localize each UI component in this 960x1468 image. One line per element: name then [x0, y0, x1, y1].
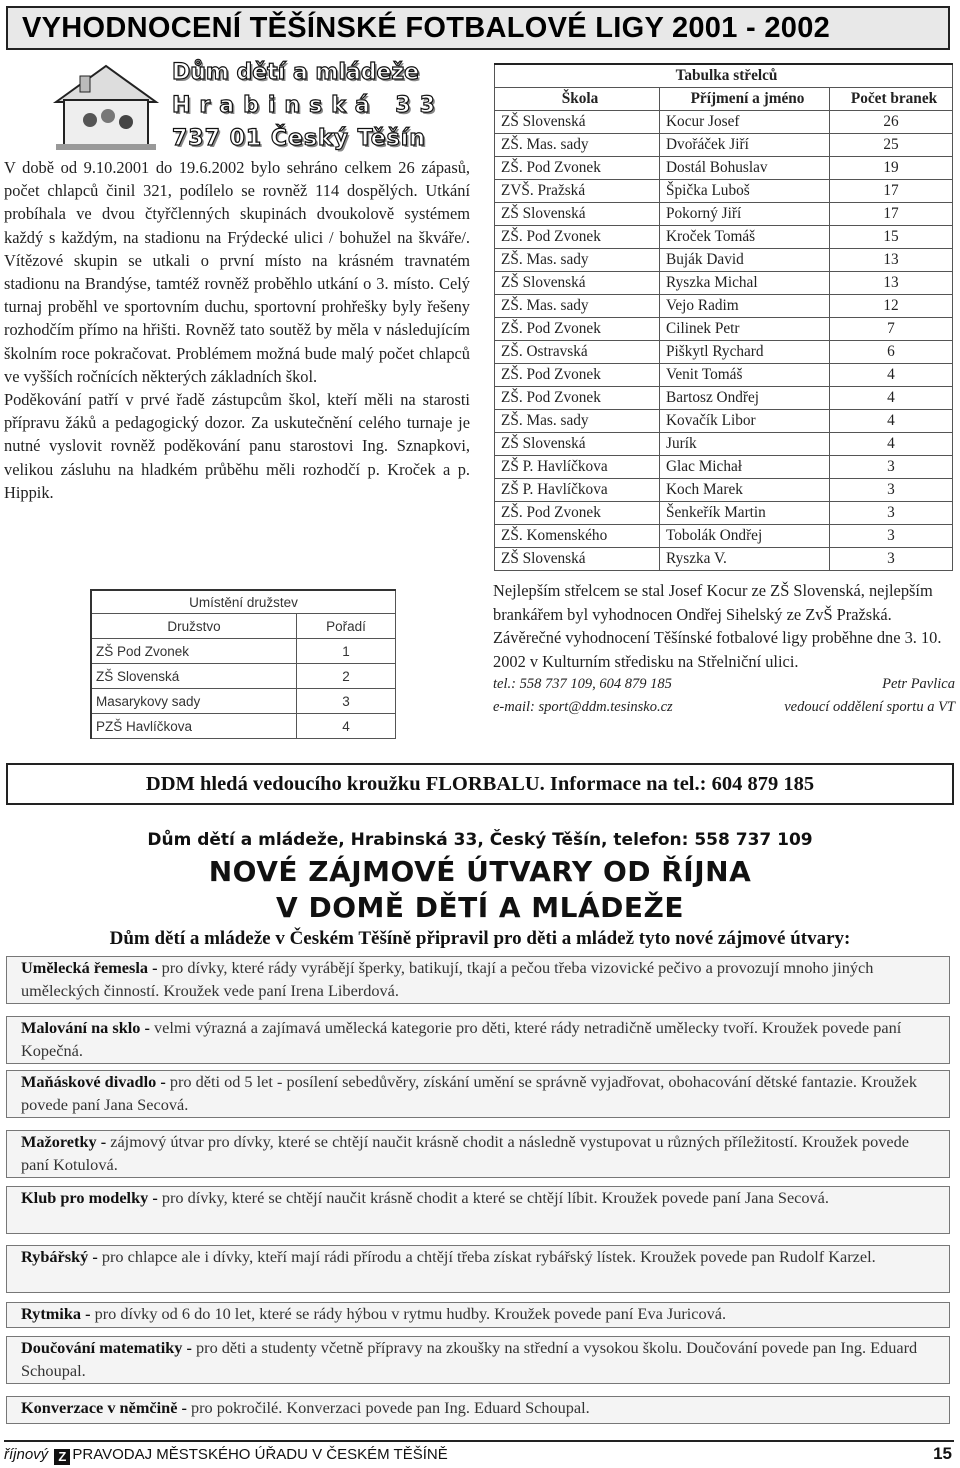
signer-name: Petr Pavlica: [882, 676, 955, 692]
club-item: [6, 1130, 950, 1178]
goals-cell: 6: [830, 341, 953, 364]
rank-cell: 4: [297, 714, 396, 739]
club-description: pro děti a studenty včetně přípravy na zkoušky na střední a vysokou školu. Doučování povede pan Ing. Eduard Schoupal.: [21, 1338, 918, 1380]
club-name: Klub pro modelky -: [21, 1188, 158, 1207]
table-row: [495, 525, 953, 548]
table-row: [91, 639, 396, 664]
school-cell: ZŠ P. Havlíčkova: [495, 479, 660, 502]
player-cell: Venit Tomáš: [660, 364, 830, 387]
page-number: 15: [933, 1444, 952, 1463]
school-cell: ZŠ. Pod Zvonek: [495, 226, 660, 249]
team-cell: PZŠ Havlíčkova: [91, 714, 297, 739]
table-row: [495, 318, 953, 341]
school-cell: ZŠ. Pod Zvonek: [495, 387, 660, 410]
player-cell: Buják David: [660, 249, 830, 272]
club-description: pro dívky, které se chtějí naučit krásně chodit a které se chtějí líbit. Kroužek povede paní Jana Secová.: [157, 1188, 829, 1207]
team-cell: ZŠ Slovenská: [91, 664, 297, 689]
table-row: [495, 456, 953, 479]
page-header: [6, 6, 950, 50]
final-evaluation-text: Závěrečné vyhodnocení Těšínské fotbalové ligy proběhne dne 3. 10. 2002 v Kulturním středisku na Střelniční ulici.: [493, 628, 942, 671]
player-cell: Dostál Bohuslav: [660, 157, 830, 180]
section-title: NOVÉ ZÁJMOVÉ ÚTVARY OD ŘÍJNA: [208, 855, 752, 888]
clubs-intro: Dům dětí a mládeže v Českém Těšíně připravil pro děti a mládež tyto nové zájmové útvary:: [109, 928, 851, 949]
intro-paragraph: Poděkování patří v prvé řadě zástupcům škol, kteří měli na starosti přípravu žáků a pedagogický dozor. Za uskutečnění celého turnaje je nutné vyslovit rovněž poděkování panu starostovi Ing. Sznapkovi, velikou zásluhu na hladkém průběhu měli rozhodčí p. Kroček a p. Hippik.: [4, 390, 470, 502]
player-cell: Tobolák Ondřej: [660, 525, 830, 548]
intro-paragraph: V době od 9.10.2001 do 19.6.2002 bylo sehráno celkem 26 zápasů, počet chlapců činil 321, podílelo se rovněž 114 dospělých. Utkání probíhala ve dvou čtyřčlenných skupinách dvoukolově systémem každý s každým, na stadionu na Frýdecké ulici / bohužel na škváře/. Vítězové skupin se utkali o první místo na krásném travnatém stadionu na Brandýse, tamtéž rovněž proběhlo utkání o 3. místo. Celý turnaj proběhl ve sportovním duchu, sportovní prohřešky byly řešeny rozhodčím přímo na hřišti. Rovněž tato soutěž by měla v následujícím školním roce pokračovat. Problémem možná bude malý počet chlapců ve vyšších ročnících některých základních škol.: [4, 158, 470, 386]
school-cell: ZŠ Slovenská: [495, 111, 660, 134]
school-cell: ZŠ. Mas. sady: [495, 134, 660, 157]
goals-cell: 3: [830, 548, 953, 571]
team-placement-table: [90, 589, 396, 739]
column-header: Škola: [495, 88, 660, 111]
table-caption: Umístění družstev: [91, 590, 396, 614]
goals-cell: 25: [830, 134, 953, 157]
player-cell: Pokorný Jiří: [660, 203, 830, 226]
table-row: [495, 479, 953, 502]
club-item: [6, 1336, 950, 1384]
table-row: [495, 111, 953, 134]
club-name: Rybářský -: [21, 1247, 98, 1266]
table-row: [495, 410, 953, 433]
school-cell: ZŠ Slovenská: [495, 548, 660, 571]
table-header-row: [495, 88, 953, 111]
club-item: [6, 1070, 950, 1118]
column-header: Počet branek: [830, 88, 953, 111]
table-row: [495, 249, 953, 272]
school-cell: ZŠ Slovenská: [495, 272, 660, 295]
player-cell: Koch Marek: [660, 479, 830, 502]
table-row: [495, 341, 953, 364]
logo-name-line: Dům dětí a mládeže: [172, 60, 420, 85]
club-item: [6, 1186, 950, 1234]
player-cell: Ryszka V.: [660, 548, 830, 571]
player-cell: Kovačík Libor: [660, 410, 830, 433]
club-name: Umělecká řemesla -: [21, 958, 158, 977]
page-footer: [4, 1440, 954, 1466]
table-row: [91, 689, 396, 714]
club-name: Mažoretky -: [21, 1132, 107, 1151]
school-cell: ZŠ Slovenská: [495, 433, 660, 456]
goals-cell: 7: [830, 318, 953, 341]
player-cell: Bartosz Ondřej: [660, 387, 830, 410]
school-cell: ZŠ. Ostravská: [495, 341, 660, 364]
club-item: [6, 1016, 950, 1064]
club-description: zájmový útvar pro dívky, které se chtějí naučit krásně chodit a následně vystupovat u různých příležitostí. Kroužek povede paní Kotulová.: [21, 1132, 909, 1174]
rank-cell: 1: [297, 639, 396, 664]
goals-cell: 13: [830, 272, 953, 295]
signer-role: vedoucí oddělení sportu a VT: [784, 699, 955, 715]
player-cell: Kocur Josef: [660, 111, 830, 134]
goals-cell: 12: [830, 295, 953, 318]
table-row: [495, 387, 953, 410]
goals-cell: 26: [830, 111, 953, 134]
publication-name: PRAVODAJ MĚSTSKÉHO ÚŘADU V ČESKÉM TĚŠÍNĚ: [72, 1446, 448, 1463]
table-row: [495, 157, 953, 180]
club-description: pro dívky od 6 do 10 let, které se rády hýbou v rytmu hudby. Kroužek povede paní Eva Juricová.: [90, 1304, 727, 1323]
table-caption: Tabulka střelců: [495, 64, 953, 88]
school-cell: ZŠ. Pod Zvonek: [495, 318, 660, 341]
club-description: pro děti od 5 let - posílení sebedůvěry, získání umění se správně vyjadřovat, obohacování dětské fantazie. Kroužek povede paní Jana Secová.: [21, 1072, 918, 1114]
player-cell: Špička Luboš: [660, 180, 830, 203]
rank-cell: 2: [297, 664, 396, 689]
school-cell: ZŠ P. Havlíčkova: [495, 456, 660, 479]
club-name: Rytmika -: [21, 1304, 91, 1323]
table-row: [495, 364, 953, 387]
summary-text: [493, 579, 955, 719]
intro-text: [4, 156, 470, 504]
ddm-house-logo: [46, 58, 166, 154]
column-header: Družstvo: [91, 614, 297, 639]
best-players-text: Nejlepším střelcem se stal Josef Kocur ze ZŠ Slovenská, nejlepším brankářem byl vyhodnocen Ondřej Sihelský ze ZvŠ Pražská.: [493, 581, 933, 624]
player-cell: Šenkeřík Martin: [660, 502, 830, 525]
table-row: [495, 203, 953, 226]
goals-cell: 19: [830, 157, 953, 180]
ddm-address: Dům dětí a mládeže, Hrabinská 33, Český Těšín, telefon: 558 737 109: [147, 830, 813, 850]
player-cell: Vejo Radim: [660, 295, 830, 318]
column-header: Pořadí: [297, 614, 396, 639]
contact-line: [493, 673, 955, 696]
table-row: [495, 180, 953, 203]
contact-line: [493, 696, 955, 719]
table-row: [495, 502, 953, 525]
club-item: [6, 1302, 950, 1328]
goals-cell: 4: [830, 433, 953, 456]
club-description: pro dívky, které rády vyrábějí šperky, batikují, tkají a pečou třeba vizovické pečivo a provozují mnoho jiných uměleckých činností. Kroužek vede paní Irena Liberdová.: [21, 958, 874, 1000]
logo-city-line: 737 01 Český Těšín: [172, 126, 426, 151]
goals-cell: 3: [830, 456, 953, 479]
table-row: [495, 272, 953, 295]
school-cell: ZŠ. Mas. sady: [495, 410, 660, 433]
club-description: pro pokročilé. Konverzaci povede pan Ing. Eduard Schoupal.: [186, 1398, 590, 1417]
player-cell: Ryszka Michal: [660, 272, 830, 295]
school-cell: ZŠ. Mas. sady: [495, 249, 660, 272]
club-name: Konverzace v němčině -: [21, 1398, 187, 1417]
club-item: [6, 1396, 950, 1424]
team-cell: ZŠ Pod Zvonek: [91, 639, 297, 664]
club-description: pro chlapce ale i dívky, kteří mají rádi přírodu a chtějí třeba získat rybářský lístek. Kroužek povede pan Rudolf Karzel.: [97, 1247, 876, 1266]
publication-logo: Z: [54, 1449, 70, 1465]
school-cell: ZŠ. Pod Zvonek: [495, 157, 660, 180]
club-name: Maňáskové divadlo -: [21, 1072, 166, 1091]
goals-cell: 17: [830, 180, 953, 203]
team-cell: Masarykovy sady: [91, 689, 297, 714]
school-cell: ZŠ. Pod Zvonek: [495, 502, 660, 525]
goals-cell: 4: [830, 387, 953, 410]
table-row: [495, 134, 953, 157]
player-cell: Glac Michał: [660, 456, 830, 479]
club-description: velmi výrazná a zajímavá umělecká kategorie pro děti, které rády netradičně umělecky tvoří. Kroužek povede paní Kopečná.: [21, 1018, 902, 1060]
florbal-banner: [6, 763, 954, 805]
section-subtitle: V DOMĚ DĚTÍ A MLÁDEŽE: [276, 891, 684, 924]
goals-cell: 4: [830, 364, 953, 387]
school-cell: ZVŠ. Pražská: [495, 180, 660, 203]
florbal-text: DDM hledá vedoucího kroužku FLORBALU. Informace na tel.: 604 879 185: [145, 773, 815, 795]
player-cell: Cilinek Petr: [660, 318, 830, 341]
contact-email: e-mail: sport@ddm.tesinsko.cz: [493, 699, 673, 715]
table-row: [495, 226, 953, 249]
table-row: [495, 433, 953, 456]
player-cell: Kroček Tomáš: [660, 226, 830, 249]
table-row: [495, 548, 953, 571]
club-item: [6, 1245, 950, 1293]
rank-cell: 3: [297, 689, 396, 714]
table-header-row: [91, 614, 396, 639]
scorers-table: [494, 63, 953, 571]
goals-cell: 3: [830, 525, 953, 548]
footer-month: říjnový: [4, 1446, 49, 1463]
club-name: Doučování matematiky -: [21, 1338, 192, 1357]
goals-cell: 3: [830, 502, 953, 525]
logo-street-line: Hrabinská 33: [172, 93, 444, 118]
club-item: [6, 956, 950, 1004]
player-cell: Piškytl Rychard: [660, 341, 830, 364]
column-header: Příjmení a jméno: [660, 88, 830, 111]
school-cell: ZŠ Slovenská: [495, 203, 660, 226]
player-cell: Jurík: [660, 433, 830, 456]
school-cell: ZŠ. Mas. sady: [495, 295, 660, 318]
school-cell: ZŠ. Komenského: [495, 525, 660, 548]
goals-cell: 13: [830, 249, 953, 272]
goals-cell: 17: [830, 203, 953, 226]
table-row: [91, 664, 396, 689]
goals-cell: 15: [830, 226, 953, 249]
table-row: [495, 295, 953, 318]
goals-cell: 3: [830, 479, 953, 502]
school-cell: ZŠ. Pod Zvonek: [495, 364, 660, 387]
page-title: VYHODNOCENÍ TĚŠÍNSKÉ FOTBALOVÉ LIGY 2001 - 2002: [22, 12, 831, 44]
player-cell: Dvořáček Jiří: [660, 134, 830, 157]
contact-phone: tel.: 558 737 109, 604 879 185: [493, 676, 672, 692]
table-row: [91, 714, 396, 739]
club-name: Malování na sklo -: [21, 1018, 150, 1037]
goals-cell: 4: [830, 410, 953, 433]
